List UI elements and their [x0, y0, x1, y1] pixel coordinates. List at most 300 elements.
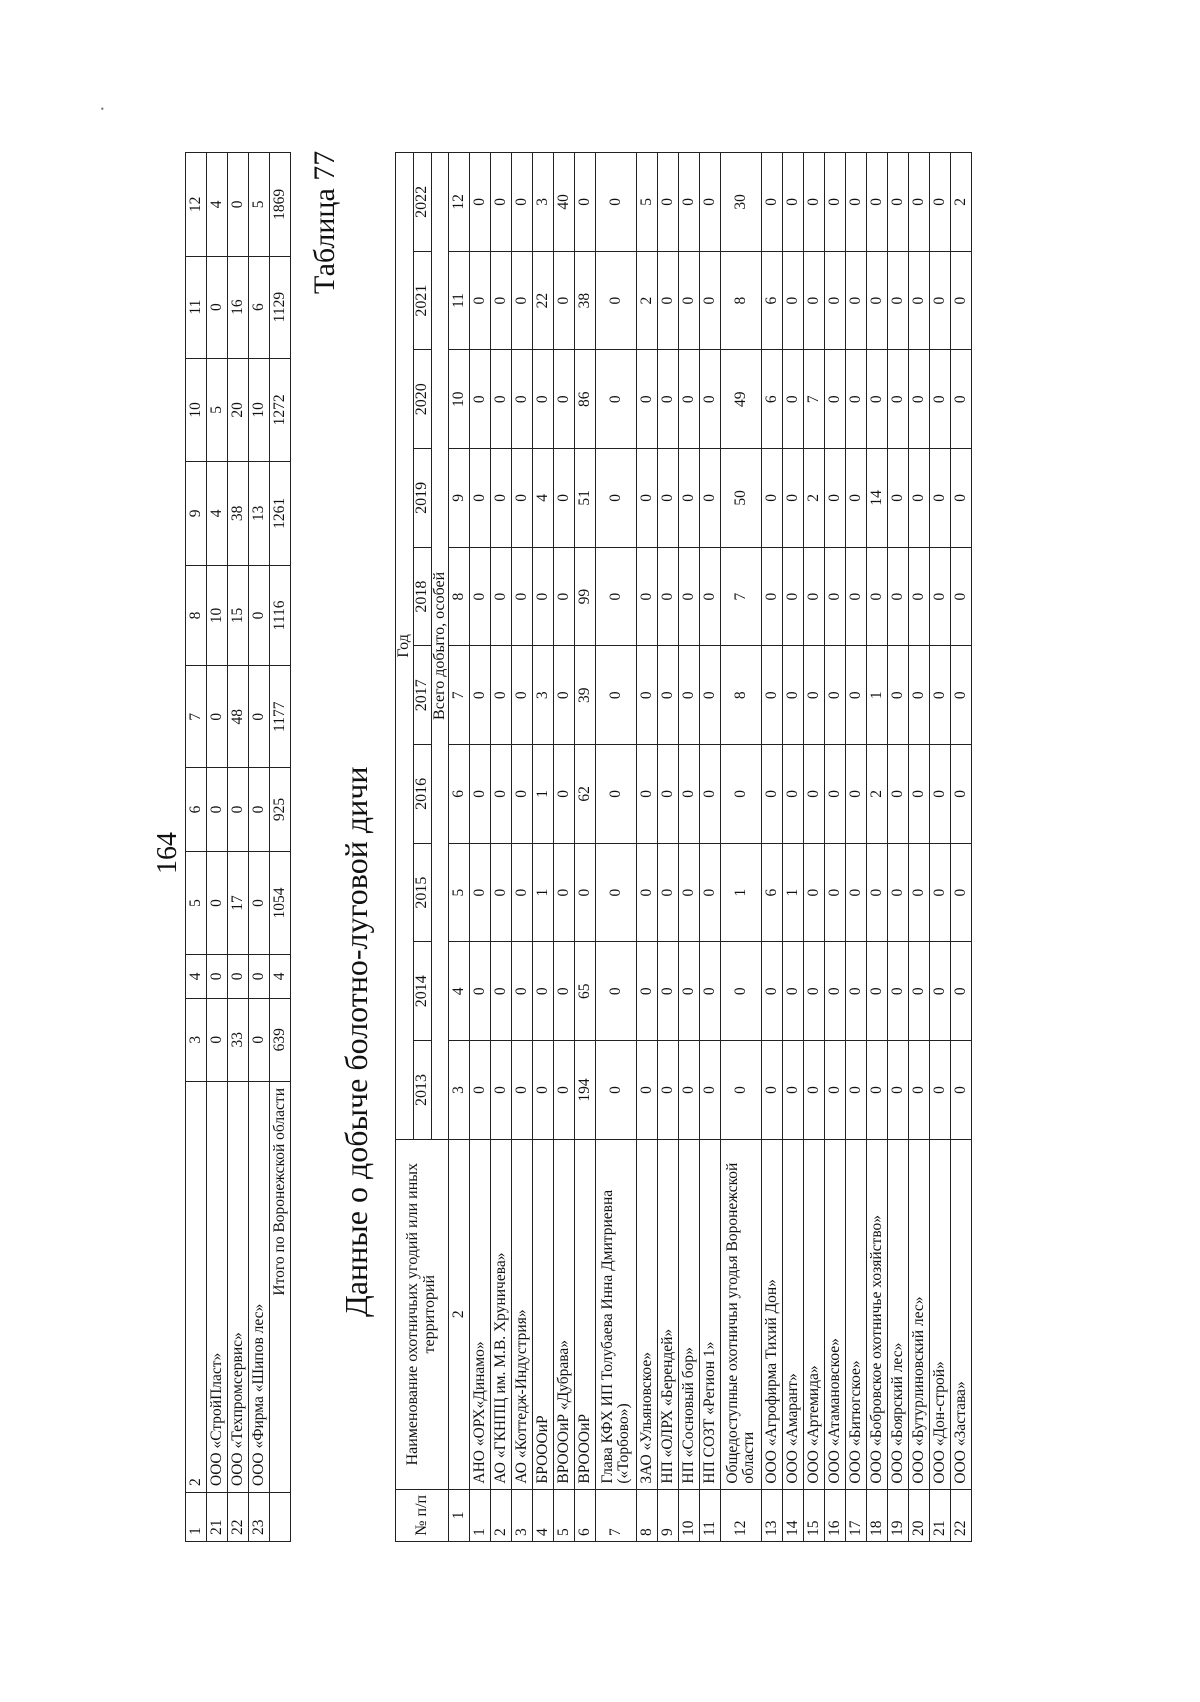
table-row	[491, 153, 512, 1542]
header-cell: 6	[186, 768, 207, 851]
value-cell: 0	[491, 547, 512, 646]
value-cell: 10	[249, 358, 270, 462]
table-row	[470, 153, 491, 1542]
value-cell: 0	[888, 843, 909, 942]
value-cell: 0	[930, 843, 951, 942]
value-cell: 0	[658, 745, 679, 844]
value-cell: 0	[846, 449, 867, 548]
value-cell: 0	[930, 350, 951, 449]
value-cell: 0	[783, 350, 804, 449]
value-cell: 15	[228, 565, 249, 666]
value-cell: 0	[470, 547, 491, 646]
value-cell: 0	[700, 646, 721, 745]
value-cell: 0	[470, 153, 491, 252]
row-name: ООО «Фирма «Шипов лес»	[249, 1082, 270, 1493]
row-name: ООО «Застава»	[951, 1139, 972, 1489]
value-cell: 0	[658, 350, 679, 449]
value-cell: 0	[512, 547, 533, 646]
value-cell: 0	[249, 998, 270, 1081]
row-number: 2	[491, 1489, 512, 1541]
value-cell: 6	[762, 843, 783, 942]
value-cell: 0	[596, 1041, 637, 1140]
value-cell: 0	[679, 350, 700, 449]
value-cell: 0	[846, 153, 867, 252]
value-cell: 86	[575, 350, 596, 449]
table-title: Данные о добыче болотно-луговой дичи	[338, 766, 374, 1317]
value-cell: 0	[783, 251, 804, 350]
value-cell: 0	[679, 153, 700, 252]
table-row	[186, 153, 207, 1542]
value-cell: 0	[491, 350, 512, 449]
value-cell: 0	[533, 350, 554, 449]
table-row	[658, 153, 679, 1542]
value-cell: 65	[575, 942, 596, 1041]
value-cell: 0	[700, 547, 721, 646]
value-cell: 0	[721, 942, 762, 1041]
value-cell: 0	[930, 745, 951, 844]
value-cell: 0	[783, 745, 804, 844]
total-row	[270, 153, 291, 1542]
value-cell: 2	[804, 449, 825, 548]
value-cell: 0	[930, 449, 951, 548]
value-cell: 0	[783, 1041, 804, 1140]
value-cell: 0	[888, 745, 909, 844]
value-cell: 1	[533, 745, 554, 844]
value-cell: 0	[470, 646, 491, 745]
row-number: 16	[825, 1489, 846, 1541]
value-cell: 0	[930, 153, 951, 252]
value-cell: 0	[207, 666, 228, 768]
value-cell: 0	[825, 646, 846, 745]
value-cell: 5	[249, 153, 270, 257]
value-cell: 0	[679, 449, 700, 548]
table-row	[679, 153, 700, 1542]
value-cell: 0	[207, 768, 228, 851]
year-header: 2019	[413, 449, 431, 548]
total-value: 1869	[270, 153, 291, 257]
index-row	[449, 153, 470, 1542]
value-cell: 0	[825, 350, 846, 449]
value-cell: 0	[700, 153, 721, 252]
value-cell: 0	[512, 449, 533, 548]
value-cell: 0	[679, 251, 700, 350]
row-number: 22	[951, 1489, 972, 1541]
value-cell: 0	[596, 449, 637, 548]
value-cell: 0	[930, 251, 951, 350]
table-row	[575, 153, 596, 1542]
index-cell: 2	[449, 1139, 470, 1489]
value-cell: 4	[533, 449, 554, 548]
value-cell: 0	[867, 350, 888, 449]
total-value: 1272	[270, 358, 291, 462]
value-cell: 0	[951, 646, 972, 745]
value-cell: 62	[575, 745, 596, 844]
value-cell: 0	[762, 745, 783, 844]
value-cell: 0	[951, 251, 972, 350]
row-name: Общедоступные охотничьи угодья Воронежской области	[721, 1139, 762, 1489]
value-cell: 33	[228, 998, 249, 1081]
header-cell: 9	[186, 462, 207, 566]
value-cell: 0	[909, 843, 930, 942]
row-name: АО «Коттедж-Индустрия»	[512, 1139, 533, 1489]
value-cell: 0	[679, 745, 700, 844]
header-cell: 2	[186, 1082, 207, 1493]
index-cell: 1	[449, 1489, 470, 1541]
row-name: ООО «Бутурлиновский лес»	[909, 1139, 930, 1489]
value-cell: 0	[658, 1041, 679, 1140]
value-cell: 0	[700, 745, 721, 844]
value-cell: 0	[554, 942, 575, 1041]
value-cell: 0	[825, 251, 846, 350]
value-cell: 0	[637, 843, 658, 942]
table-row	[930, 153, 951, 1542]
value-cell: 0	[888, 646, 909, 745]
header-cell: 4	[186, 955, 207, 998]
value-cell: 0	[825, 843, 846, 942]
row-number: 14	[783, 1489, 804, 1541]
value-cell: 4	[207, 462, 228, 566]
value-cell: 0	[228, 153, 249, 257]
value-cell: 16	[228, 256, 249, 358]
year-header: 2013	[413, 1041, 431, 1140]
year-header: 2022	[413, 153, 431, 252]
value-cell: 0	[491, 745, 512, 844]
value-cell: 0	[679, 942, 700, 1041]
value-cell: 0	[679, 646, 700, 745]
value-cell: 38	[575, 251, 596, 350]
value-cell: 0	[909, 251, 930, 350]
row-number: 13	[762, 1489, 783, 1541]
total-value: 1261	[270, 462, 291, 566]
value-cell: 0	[888, 251, 909, 350]
value-cell: 0	[804, 153, 825, 252]
value-cell: 0	[249, 768, 270, 851]
value-cell: 0	[909, 153, 930, 252]
value-cell: 0	[679, 547, 700, 646]
value-cell: 0	[909, 350, 930, 449]
table-row	[846, 153, 867, 1542]
row-number: 19	[888, 1489, 909, 1541]
value-cell: 0	[846, 843, 867, 942]
value-cell: 0	[512, 350, 533, 449]
value-cell: 40	[554, 153, 575, 252]
row-number: 4	[533, 1489, 554, 1541]
value-cell: 0	[888, 153, 909, 252]
rotated-page: · 164 1 2 3 4 5 6 7 8 9 10 11 12 21 ООО «СтройПласт» 0 0 0 0 0 10 4 5 0 4 22 ООО «Техпромсервис» 33 0 17 0 48 15 38 20 16 0 23 ООО «Фирма «Шипов лес» 0 0 0 0 0 0 13 10 6 5 Итого по Воронежской области 639 4 1054 925 1177 1116 1261 1272 1129 1869 Таблица 77 Данные о добыче болотно-луговой дичи № п/п Наименование охотничьих угодий или иных территорий Год 2013 2014 2015 2016 2017 2018 2019 2020 2021 2022 Всего добыто, особей 1 2 3 4 5 6 7 8 9 10 11 12 1 АНО «ОРХ«Динамо» 0 0 0 0 0 0 0 0 0 0 2 АО «ГКНПЦ им. М.В. Хруничева» 0 0 0 0 0 0 0 0 0 0 3 АО «Коттедж-Индустрия» 0 0 0 0 0 0 0 0 0 0 4 БРОООиР 0 0 1 1 3 0 4 0 22 3 5 ВРОООиР «Дубрава» 0 0 0 0 0 0 0 0 0 40 6 ВРОООиР 194 65 0 62 39 99 51 86 38 0 7 Глава КФХ ИП Толубаева Инна Дмитриевна («Торбово») 0 0 0 0 0 0 0 0 0 0 8 ЗАО «Ульяновское» 0 0 0 0 0 0 0 0 2 5 9 НП «ОЛРХ «Берендей» 0 0 0 0 0 0 0 0 0 0 10 НП «Сосновый бор» 0 0 0 0 0 0 0 0 0 0 11 НП СОЗТ «Регион 1» 0 0 0 0 0 0 0 0 0 0 12 Общедоступные охотничьи угодья Воронежской области 0 0 1 0 8 7 50 49 8 30 13 ООО «Агрофирма Тихий Дон» 0 0 6 0 0 0 0 6 6 0 14 ООО «Амарант» 0 0 1 0 0 0 0 0 0 0 15 ООО «Артемида» 0 0 0 0 0 0 2 7 0 0 16 ООО «Атамановское» 0 0 0 0 0 0 0 0 0 0 17 ООО «Битюгское» 0 0 0 0 0 0 0 0 0 0 18 ООО «Бобровское охотничье хозяйство» 0 0 0 2 1 0 14 0 0 0 19 ООО «Боярский лес» 0 0 0 0 0 0 0 0 0 0 20 ООО «Бутурлиновский лес» 0 0 0 0 0 0 0 0 0 0 21 ООО «Дон-строй» 0 0 0 0 0 0 0 0 0 0 22 ООО «Застава» 0 0 0 0 0 0 0 0 0 2	[0, 0, 1200, 1702]
value-cell: 0	[700, 843, 721, 942]
value-cell: 0	[825, 153, 846, 252]
value-cell: 0	[596, 843, 637, 942]
year-header: 2021	[413, 251, 431, 350]
value-cell: 0	[249, 955, 270, 998]
table-row	[762, 153, 783, 1542]
index-cell: 6	[449, 745, 470, 844]
value-cell: 0	[846, 646, 867, 745]
value-cell: 0	[930, 646, 951, 745]
value-cell: 0	[867, 942, 888, 1041]
table-row	[783, 153, 804, 1542]
game-harvest-table	[395, 152, 972, 1542]
value-cell: 0	[554, 745, 575, 844]
index-cell: 4	[449, 942, 470, 1041]
value-cell: 1	[867, 646, 888, 745]
value-cell: 6	[762, 251, 783, 350]
row-name: АО «ГКНПЦ им. М.В. Хруничева»	[491, 1139, 512, 1489]
value-cell: 0	[951, 547, 972, 646]
row-name: БРОООиР	[533, 1139, 554, 1489]
table-row	[909, 153, 930, 1542]
value-cell: 0	[867, 153, 888, 252]
value-cell: 0	[470, 843, 491, 942]
value-cell: 0	[470, 251, 491, 350]
row-number: 5	[554, 1489, 575, 1541]
value-cell: 30	[721, 153, 762, 252]
value-cell: 0	[951, 745, 972, 844]
value-cell: 0	[512, 251, 533, 350]
value-cell: 8	[721, 251, 762, 350]
table-row	[804, 153, 825, 1542]
value-cell: 0	[825, 942, 846, 1041]
row-name: ООО «Техпромсервис»	[228, 1082, 249, 1493]
row-name: ООО «СтройПласт»	[207, 1082, 228, 1493]
row-name: НП «Сосновый бор»	[679, 1139, 700, 1489]
value-cell: 0	[783, 547, 804, 646]
value-cell: 0	[721, 745, 762, 844]
value-cell: 0	[930, 547, 951, 646]
value-cell: 2	[867, 745, 888, 844]
row-name: АНО «ОРХ«Динамо»	[470, 1139, 491, 1489]
value-cell: 0	[512, 153, 533, 252]
row-number: 7	[596, 1489, 637, 1541]
row-number: 20	[909, 1489, 930, 1541]
header-cell: 1	[186, 1493, 207, 1542]
value-cell: 0	[951, 1041, 972, 1140]
header-cell: 10	[186, 358, 207, 462]
value-cell: 0	[700, 350, 721, 449]
value-cell: 0	[491, 449, 512, 548]
index-cell: 12	[449, 153, 470, 252]
value-cell: 0	[888, 1041, 909, 1140]
index-cell: 3	[449, 1041, 470, 1140]
value-cell: 0	[512, 745, 533, 844]
value-cell: 0	[804, 843, 825, 942]
value-cell: 0	[596, 350, 637, 449]
value-cell: 0	[554, 547, 575, 646]
value-cell: 0	[207, 955, 228, 998]
total-value: 1116	[270, 565, 291, 666]
row-number: 15	[804, 1489, 825, 1541]
table-row	[249, 153, 270, 1542]
value-cell: 0	[512, 1041, 533, 1140]
header-cell: 8	[186, 565, 207, 666]
value-cell: 0	[679, 843, 700, 942]
year-header: 2014	[413, 942, 431, 1041]
value-cell: 0	[846, 942, 867, 1041]
row-name: НП «ОЛРХ «Берендей»	[658, 1139, 679, 1489]
value-cell: 0	[512, 942, 533, 1041]
table-row	[951, 153, 972, 1542]
value-cell: 0	[804, 1041, 825, 1140]
previous-table-continuation	[185, 152, 291, 1542]
row-name: ООО «Амарант»	[783, 1139, 804, 1489]
row-number: 8	[637, 1489, 658, 1541]
value-cell: 0	[658, 449, 679, 548]
value-cell: 0	[804, 646, 825, 745]
table-row	[721, 153, 762, 1542]
value-cell: 0	[804, 942, 825, 1041]
total-value: 639	[270, 998, 291, 1081]
value-cell: 0	[700, 251, 721, 350]
value-cell: 0	[658, 153, 679, 252]
value-cell: 6	[249, 256, 270, 358]
year-header: 2018	[413, 547, 431, 646]
value-cell: 0	[596, 942, 637, 1041]
value-cell: 0	[533, 547, 554, 646]
row-name: ВРОООиР	[575, 1139, 596, 1489]
table-row	[554, 153, 575, 1542]
value-cell: 0	[596, 646, 637, 745]
value-cell: 0	[249, 666, 270, 768]
value-cell: 0	[658, 547, 679, 646]
value-cell: 0	[512, 843, 533, 942]
row-number: 6	[575, 1489, 596, 1541]
row-number: 1	[470, 1489, 491, 1541]
value-cell: 0	[846, 251, 867, 350]
value-cell: 0	[825, 449, 846, 548]
header-cell: 11	[186, 256, 207, 358]
value-cell: 0	[825, 745, 846, 844]
value-cell: 0	[909, 942, 930, 1041]
value-cell: 0	[888, 547, 909, 646]
total-value: 925	[270, 768, 291, 851]
year-header: 2017	[413, 646, 431, 745]
value-cell: 0	[470, 350, 491, 449]
value-cell: 0	[596, 153, 637, 252]
value-cell: 0	[491, 942, 512, 1041]
index-cell: 10	[449, 350, 470, 449]
row-name: ООО «Атамановское»	[825, 1139, 846, 1489]
table-row	[825, 153, 846, 1542]
header-name: Наименование охотничьих угодий или иных территорий	[396, 1139, 449, 1489]
row-number: 22	[228, 1493, 249, 1542]
value-cell: 0	[762, 153, 783, 252]
value-cell: 0	[804, 745, 825, 844]
value-cell: 5	[207, 358, 228, 462]
table-row	[533, 153, 554, 1542]
value-cell: 0	[554, 1041, 575, 1140]
value-cell: 0	[658, 251, 679, 350]
index-cell: 8	[449, 547, 470, 646]
value-cell: 3	[533, 646, 554, 745]
table-row	[867, 153, 888, 1542]
value-cell: 0	[658, 942, 679, 1041]
value-cell: 0	[491, 1041, 512, 1140]
value-cell: 0	[762, 942, 783, 1041]
row-name: ВРОООиР «Дубрава»	[554, 1139, 575, 1489]
value-cell: 51	[575, 449, 596, 548]
value-cell: 0	[637, 1041, 658, 1140]
value-cell: 0	[554, 646, 575, 745]
value-cell: 0	[762, 646, 783, 745]
value-cell: 1	[783, 843, 804, 942]
value-cell: 0	[951, 350, 972, 449]
row-name: Глава КФХ ИП Толубаева Инна Дмитриевна («Торбово»)	[596, 1139, 637, 1489]
value-cell: 48	[228, 666, 249, 768]
value-cell: 0	[804, 547, 825, 646]
value-cell: 0	[658, 646, 679, 745]
row-number: 10	[679, 1489, 700, 1541]
total-value: 1177	[270, 666, 291, 768]
value-cell: 0	[783, 646, 804, 745]
value-cell: 2	[951, 153, 972, 252]
value-cell: 99	[575, 547, 596, 646]
value-cell: 0	[804, 251, 825, 350]
value-cell: 0	[470, 1041, 491, 1140]
total-label: Итого по Воронежской области	[270, 1082, 291, 1493]
value-cell: 0	[700, 449, 721, 548]
index-cell: 5	[449, 843, 470, 942]
value-cell: 0	[491, 251, 512, 350]
value-cell: 0	[228, 768, 249, 851]
header-cell: 3	[186, 998, 207, 1081]
value-cell: 0	[637, 350, 658, 449]
value-cell: 17	[228, 851, 249, 955]
value-cell: 0	[207, 851, 228, 955]
value-cell: 0	[637, 547, 658, 646]
row-number: 11	[700, 1489, 721, 1541]
value-cell: 0	[533, 1041, 554, 1140]
value-cell: 0	[909, 745, 930, 844]
row-name: НП СОЗТ «Регион 1»	[700, 1139, 721, 1489]
value-cell: 0	[679, 1041, 700, 1140]
header-cell: 7	[186, 666, 207, 768]
index-cell: 11	[449, 251, 470, 350]
value-cell: 0	[637, 449, 658, 548]
value-cell: 49	[721, 350, 762, 449]
row-name: ЗАО «Ульяновское»	[637, 1139, 658, 1489]
value-cell: 0	[491, 646, 512, 745]
index-cell: 9	[449, 449, 470, 548]
value-cell: 0	[909, 646, 930, 745]
value-cell: 22	[533, 251, 554, 350]
value-cell: 0	[846, 745, 867, 844]
row-number: 12	[721, 1489, 762, 1541]
row-number: 17	[846, 1489, 867, 1541]
value-cell: 7	[721, 547, 762, 646]
year-header: 2016	[413, 745, 431, 844]
value-cell: 0	[762, 449, 783, 548]
value-cell: 0	[554, 350, 575, 449]
value-cell: 14	[867, 449, 888, 548]
value-cell: 13	[249, 462, 270, 566]
row-number-empty	[270, 1493, 291, 1542]
value-cell: 0	[596, 547, 637, 646]
value-cell: 0	[888, 449, 909, 548]
value-cell: 0	[762, 547, 783, 646]
table-row	[700, 153, 721, 1542]
year-header: 2015	[413, 843, 431, 942]
value-cell: 0	[762, 1041, 783, 1140]
row-number: 3	[512, 1489, 533, 1541]
value-cell: 0	[909, 547, 930, 646]
value-cell: 1	[721, 843, 762, 942]
value-cell: 0	[637, 942, 658, 1041]
table-row	[596, 153, 637, 1542]
total-value: 1054	[270, 851, 291, 955]
value-cell: 1	[533, 843, 554, 942]
value-cell: 0	[207, 998, 228, 1081]
row-name: ООО «Артемида»	[804, 1139, 825, 1489]
